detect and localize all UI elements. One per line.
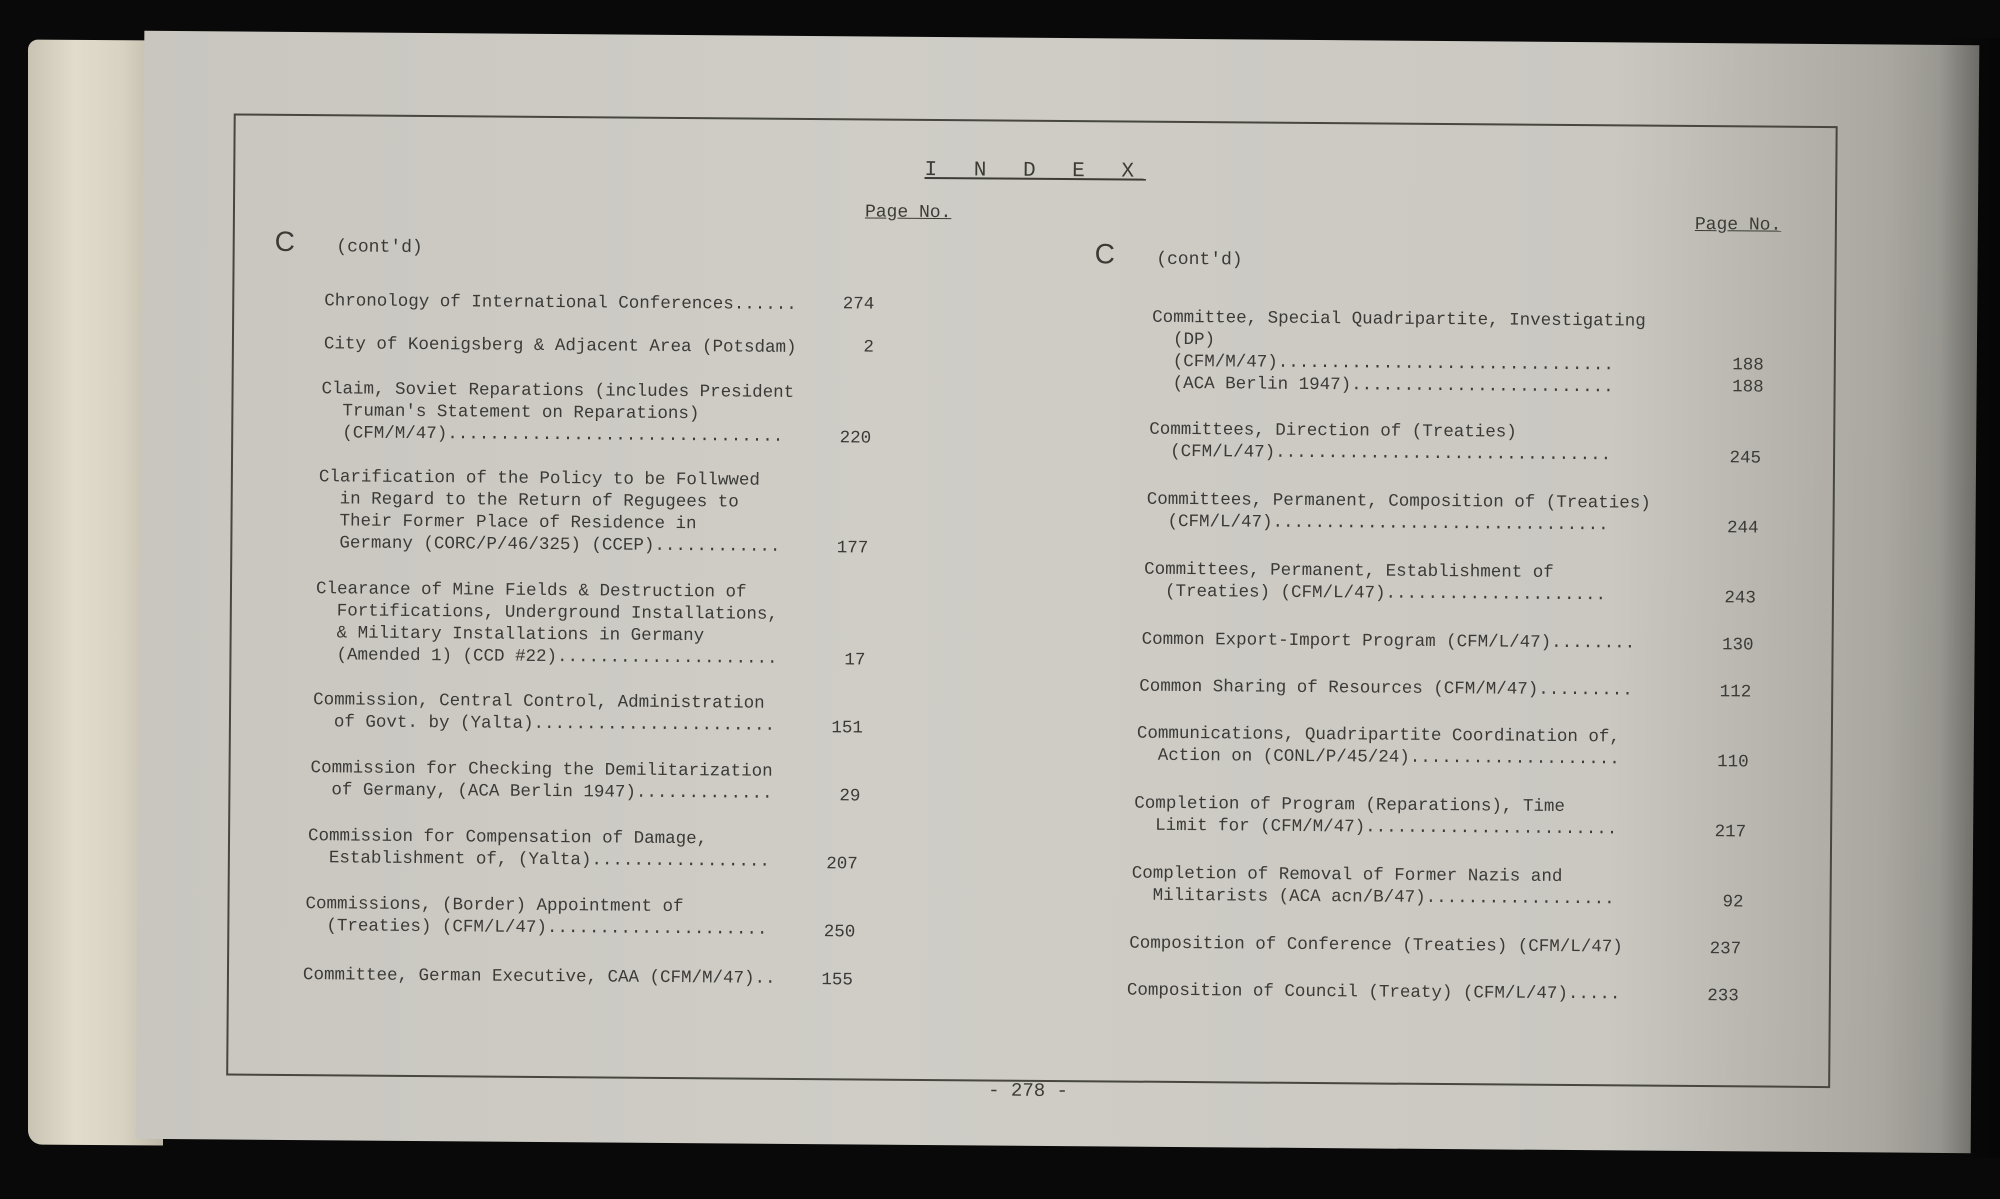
index-frame — [226, 114, 1838, 1103]
index-entry-text: Clarification of the Policy to be Follwwed in Regard to the Return of Regugees to Their Former Place of Residence in Germany (CORC/P/46/325) (CCEP)............ — [318, 467, 781, 557]
index-entry-text: Communications, Quadripartite Coordination of, Action on (CONL/P/45/24).................... — [1136, 723, 1621, 770]
index-entry-text: Committees, Permanent, Composition of (Treaties) (CFM/L/47)................................ — [1146, 489, 1651, 536]
index-entry-text: Committee, Special Quadripartite, Investigating (DP) (CFM/M/47)................................ (ACA Berlin 1947)......................... — [1151, 307, 1646, 398]
index-entry-text: Clearance of Mine Fields & Destruction of Fortifications, Underground Installations, & Military Installations in Germany (Amended 1) (CCD #22)..................... — [315, 579, 778, 669]
index-entry-page: 274 — [842, 294, 875, 315]
index-entry-page: 207 — [826, 854, 858, 875]
index-entry-page: 188 — [1732, 377, 1764, 398]
index-entry-page: 177 — [836, 538, 869, 559]
index-entry-page: 17 — [844, 650, 866, 671]
index-entry-page: 188 — [1732, 355, 1764, 376]
right-section-header — [1095, 238, 1243, 271]
index-entry-page: 237 — [1709, 939, 1742, 960]
index-entry-page: 220 — [839, 428, 872, 449]
index-entry-text: Commission for Checking the Demilitarization of Germany, (ACA Berlin 1947)............. — [310, 758, 773, 804]
index-entry-text: Commission, Central Control, Administration of Govt. by (Yalta)....................... — [312, 690, 776, 736]
index-entry-page: 243 — [1724, 588, 1757, 609]
index-entry-text: Completion of Program (Reparations), Time Limit for (CFM/M/47)........................ — [1134, 793, 1618, 840]
index-entry-text: City of Koenigsberg & Adjacent Area (Potsdam) — [323, 334, 797, 358]
index-entry-page: 155 — [821, 970, 854, 991]
page-gutter-shadow — [1940, 38, 2000, 1158]
index-entry-text: Composition of Council (Treaty) (CFM/L/47)..... — [1126, 980, 1621, 1005]
index-entry-page: 244 — [1726, 518, 1759, 539]
document-page — [136, 31, 1980, 1153]
page-no-header-left: Page No. — [864, 202, 952, 224]
index-entry-page: 250 — [823, 922, 856, 943]
page-footer-number: - 278 - — [988, 1079, 1069, 1103]
page-no-header-right: Page No. — [1694, 214, 1782, 236]
index-entry-page: 217 — [1714, 822, 1747, 843]
index-entry-text: Chronology of International Conferences...... — [324, 291, 797, 315]
index-entry-text: Committees, Direction of (Treaties) (CFM/L/47)................................ — [1149, 419, 1612, 466]
index-entry-text: Completion of Removal of Former Nazis and Militarists (ACA acn/B/47).................. — [1131, 863, 1615, 910]
index-entry-page: 151 — [831, 718, 864, 739]
index-entry-page: 2 — [863, 337, 874, 358]
index-entry-page: 29 — [839, 786, 861, 807]
index-entry-page: 110 — [1717, 752, 1749, 773]
index-entry-page: 245 — [1729, 448, 1762, 469]
right-section-letter: C — [1094, 238, 1116, 270]
left-section-letter: C — [274, 225, 296, 257]
index-entry-text: Commissions, (Border) Appointment of (Treaties) (CFM/L/47)..................... — [305, 894, 768, 940]
index-entry-text: Common Export-Import Program (CFM/L/47)........ — [1141, 629, 1636, 654]
index-entry-text: Committees, Permanent, Establishment of (Treaties) (CFM/L/47)..................... — [1143, 559, 1607, 606]
index-entry-text: Committee, German Executive, CAA (CFM/M/47).. — [302, 965, 776, 989]
index-entry-page: 233 — [1707, 986, 1739, 1007]
left-section-header — [275, 226, 423, 259]
index-entry-text: Commission for Compensation of Damage, Establishment of, (Yalta)................. — [307, 826, 771, 872]
index-entry-text: Common Sharing of Resources (CFM/M/47)......... — [1139, 676, 1633, 701]
index-entry-page: 130 — [1722, 635, 1754, 656]
left-section-cont: (cont'd) — [336, 237, 423, 259]
index-entry-page: 112 — [1719, 682, 1752, 703]
index-entry-page: 92 — [1722, 892, 1744, 913]
right-section-cont: (cont'd) — [1156, 249, 1243, 271]
index-title: I N D E X — [924, 158, 1147, 184]
index-entry-text: Claim, Soviet Reparations (includes President Truman's Statement on Reparations) (CFM/M/47)................................ — [321, 379, 795, 447]
index-entry-text: Composition of Conference (Treaties) (CFM/L/47) — [1129, 933, 1623, 958]
